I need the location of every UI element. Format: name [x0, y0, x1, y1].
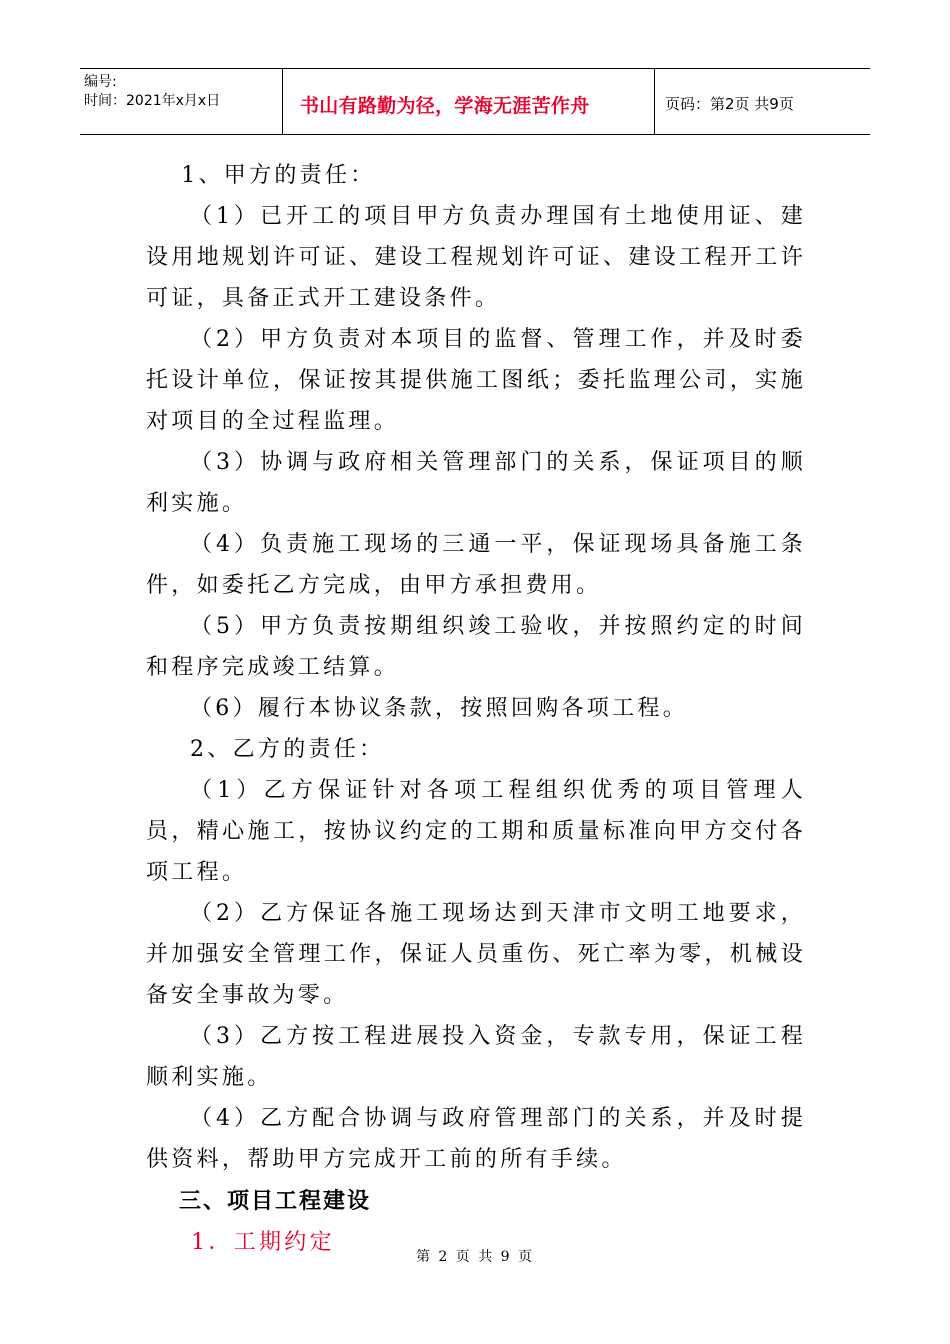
paragraph: （2）乙方保证各施工现场达到天津市文明工地要求，并加强安全管理工作，保证人员重伤、死亡率为零，机械设备安全事故为零。 — [146, 901, 806, 1008]
party-b-heading: 2、乙方的责任： — [190, 737, 385, 762]
paragraph: （1）乙方保证针对各项工程组织优秀的项目管理人员，精心施工，按协议约定的工期和质量标准向甲方交付各项工程。 — [146, 778, 806, 885]
paragraph: （2）甲方负责对本项目的监督、管理工作，并及时委托设计单位，保证按其提供施工图纸；委托监理公司，实施对项目的全过程监理。 — [146, 327, 806, 434]
document-number-label: 编号: — [84, 74, 117, 90]
header-motto: 书山有路勤为径，学海无涯苦作舟 — [283, 69, 655, 134]
document-time-label: 时间：2021年x月x日 — [84, 93, 221, 109]
paragraph: （4）乙方配合协调与政府管理部门的关系，并及时提供资料，帮助甲方完成开工前的所有手续。 — [146, 1106, 806, 1172]
document-body — [146, 155, 806, 1263]
header-page-info: 页码：第2页 共9页 — [665, 95, 794, 113]
subsection-heading: 1．工期约定 — [191, 1230, 335, 1255]
header-meta-cell — [80, 69, 283, 134]
paragraph: （6）履行本协议条款，按照回购各项工程。 — [190, 696, 688, 721]
paragraph: （3）乙方按工程进展投入资金，专款专用，保证工程顺利实施。 — [146, 1024, 806, 1090]
page-header — [80, 68, 870, 135]
paragraph: （5）甲方负责按期组织竣工验收，并按照约定的时间和程序完成竣工结算。 — [146, 614, 806, 680]
section-heading: 三、项目工程建设 — [179, 1189, 372, 1214]
paragraph: （4）负责施工现场的三通一平，保证现场具备施工条件，如委托乙方完成，由甲方承担费用。 — [146, 532, 806, 598]
page-footer: 第 2 页 共 9 页 — [415, 1249, 535, 1265]
paragraph: （1）已开工的项目甲方负责办理国有土地使用证、建设用地规划许可证、建设工程规划许可证、建设工程开工许可证，具备正式开工建设条件。 — [146, 204, 806, 311]
paragraph: （3）协调与政府相关管理部门的关系，保证项目的顺利实施。 — [146, 450, 806, 516]
party-a-heading: 1、甲方的责任： — [181, 163, 376, 188]
